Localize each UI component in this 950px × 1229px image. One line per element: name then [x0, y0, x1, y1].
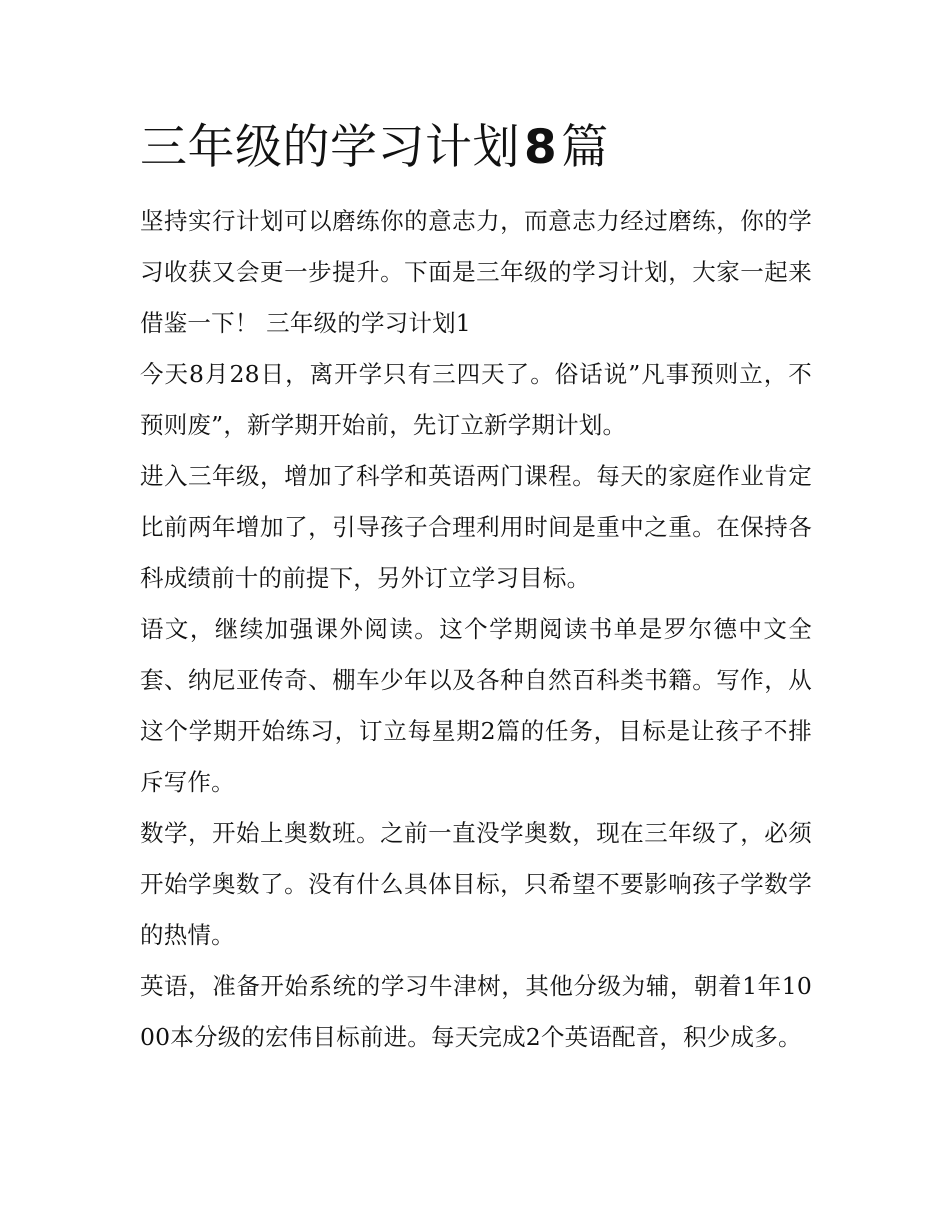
paragraph-english: 英语，准备开始系统的学习牛津树，其他分级为辅，朝着1年1000本分级的宏伟目标前进。每天完成2个英语配音，积少成多。: [140, 972, 812, 1051]
document-body: [140, 196, 812, 1063]
title-text: 三年级的学习计划: [140, 120, 520, 175]
paragraph-grade-three: 进入三年级，增加了科学和英语两门课程。每天的家庭作业肯定比前两年增加了，引导孩子合理利用时间是重中之重。在保持各科成绩前十的前提下，另外订立学习目标。: [140, 462, 812, 592]
paragraph-date: 今天8月28日，离开学只有三四天了。俗话说”凡事预则立，不预则废”，新学期开始前，先订立新学期计划。: [140, 360, 812, 439]
paragraph-chinese: 语文，继续加强课外阅读。这个学期阅读书单是罗尔德中文全套、纳尼亚传奇、棚车少年以及各种自然百科类书籍。写作，从这个学期开始练习，订立每星期2篇的任务，目标是让孩子不排斥写作。: [140, 615, 812, 796]
title-number: 8: [524, 120, 558, 175]
title-suffix: 篇: [561, 120, 609, 175]
paragraph-math: 数学，开始上奥数班。之前一直没学奥数，现在三年级了，必须开始学奥数了。没有什么具体目标，只希望不要影响孩子学数学的热情。: [140, 819, 812, 949]
document-title: [140, 116, 820, 180]
paragraph-intro: 坚持实行计划可以磨练你的意志力，而意志力经过磨练，你的学习收获又会更一步提升。下面是三年级的学习计划，大家一起来借鉴一下！ 三年级的学习计划1: [140, 207, 812, 337]
